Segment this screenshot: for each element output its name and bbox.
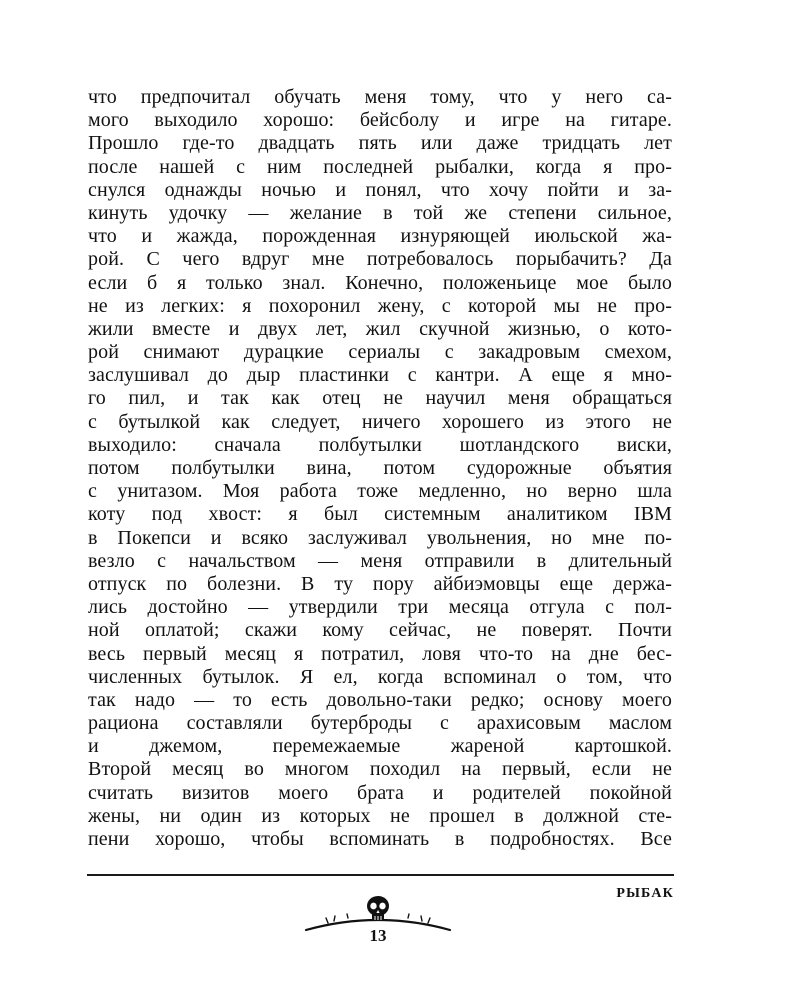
text-line: численных бутылок. Я ел, когда вспоминал о том, что xyxy=(88,665,672,688)
text-line: если б я только знал. Конечно, положеньице мое было xyxy=(88,271,672,294)
text-line: заслушивал до дыр пластинки с кантри. А еще я мно- xyxy=(88,364,672,387)
footer-rule xyxy=(87,874,674,876)
text-line: и джемом, перемежаемые жареной картошкой. xyxy=(88,735,672,758)
page-number: 13 xyxy=(369,926,387,945)
text-line: ной оплатой; скажи кому сейчас, не поверят. Почти xyxy=(88,619,672,642)
text-line: коту под хвост: я был системным аналитиком IBM xyxy=(88,503,672,526)
text-line: рациона составляли бутерброды с арахисовым маслом xyxy=(88,712,672,735)
text-line: считать визитов моего брата и родителей покойной xyxy=(88,781,672,804)
text-line: рой снимают дурацкие сериалы с закадровым смехом, xyxy=(88,341,672,364)
text-line: пени хорошо, чтобы вспоминать в подробностях. Все xyxy=(88,828,672,850)
text-line: после нашей с ним последней рыбалки, когда я про- xyxy=(88,155,672,178)
running-head: РЫБАК xyxy=(616,886,674,901)
body-text xyxy=(88,86,672,851)
text-line: жили вместе и двух лет, жил скучной жизнью, о кото- xyxy=(88,317,672,340)
text-line: мого выходило хорошо: бейсболу и игре на гитаре. xyxy=(88,109,672,132)
text-line: в Покепси и всяко заслуживал увольнения, но мне по- xyxy=(88,526,672,549)
text-line: с унитазом. Моя работа тоже медленно, но верно шла xyxy=(88,480,672,503)
text-line: с бутылкой как следует, ничего хорошего из этого не xyxy=(88,410,672,433)
skull-shape xyxy=(367,896,389,920)
text-line: потом полбутылки вина, потом судорожные объятия xyxy=(88,457,672,479)
text-line: так надо — то есть довольно-таки редко; основу моего xyxy=(88,688,672,711)
text-line: рой. С чего вдруг мне потребовалось порыбачить? Да xyxy=(88,248,672,271)
text-line: го пил, и так как отец не научил меня обращаться xyxy=(88,387,672,410)
text-line: что и жажда, порожденная изнуряющей июльской жа- xyxy=(88,225,672,248)
text-line: жены, ни один из которых не прошел в должной сте- xyxy=(88,804,672,827)
text-line: не из легких: я похоронил жену, с которой мы не про- xyxy=(88,294,672,317)
text-line: Второй месяц во многом походил на первый, если не xyxy=(88,758,672,781)
text-line: лись достойно — утвердили три месяца отгула с пол- xyxy=(88,596,672,619)
text-line: Прошло где-то двадцать пять или даже тридцать лет xyxy=(88,132,672,155)
text-line: что предпочитал обучать меня тому, что у него са- xyxy=(88,86,672,108)
text-line: кинуть удочку — желание в той же степени сильное, xyxy=(88,201,672,224)
text-line: весь первый месяц я потратил, ловя что-то на дне бес- xyxy=(88,642,672,665)
text-line: снулся однажды ночью и понял, что хочу пойти и за- xyxy=(88,178,672,201)
text-line: везло с начальством — меня отправили в длительный xyxy=(88,549,672,572)
text-line: выходило: сначала полбутылки шотландского виски, xyxy=(88,433,672,456)
text-line: отпуск по болезни. В ту пору айбиэмовцы еще держа- xyxy=(88,572,672,595)
